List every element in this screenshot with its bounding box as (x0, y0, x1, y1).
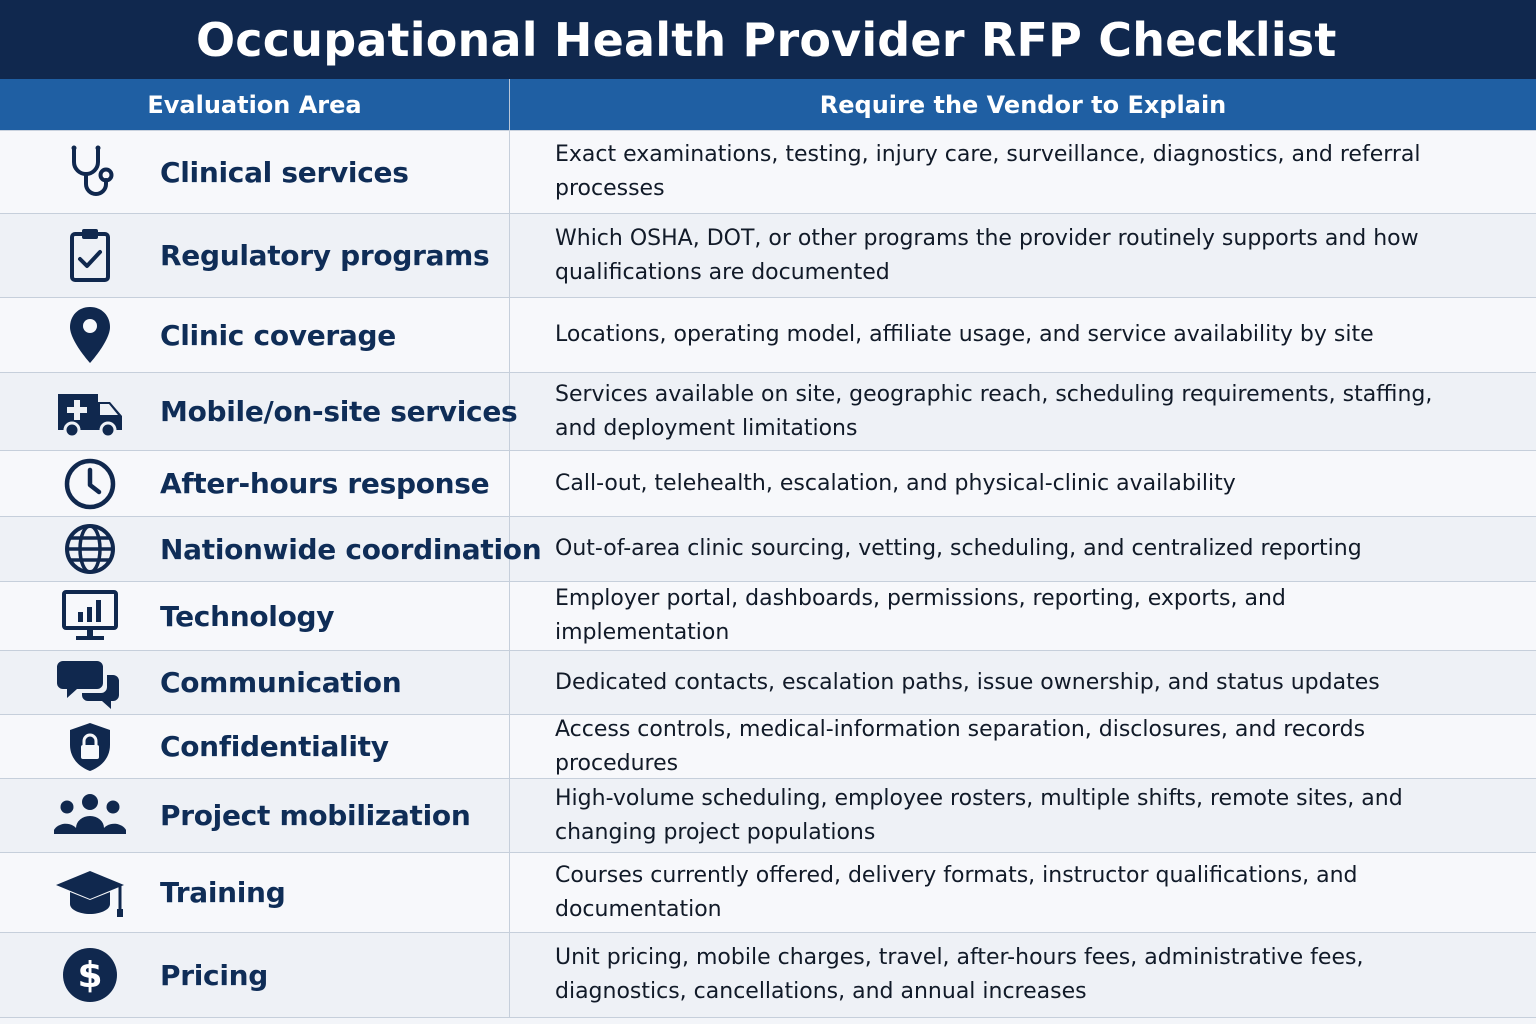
area-cell (0, 651, 510, 714)
area-label: Clinical services (160, 155, 409, 189)
area-cell (0, 298, 510, 372)
area-cell (0, 779, 510, 852)
chat-bubbles-icon (50, 651, 130, 715)
explain-cell: Unit pricing, mobile charges, travel, after-hours fees, administrative fees, diagnostics, cancellations, and annual increases (555, 945, 1364, 1004)
explain-cell: Which OSHA, DOT, or other programs the provider routinely supports and how qualifications are documented (555, 225, 1419, 285)
area-cell (0, 517, 542, 581)
header-evaluation-area: Evaluation Area (0, 79, 510, 130)
explain-cell: Exact examinations, testing, injury care, surveillance, diagnostics, and referral processes (555, 142, 1421, 201)
area-cell (0, 214, 510, 297)
monitor-chart-icon (50, 584, 130, 648)
explain-cell: Locations, operating model, affiliate usage, and service availability by site (555, 322, 1374, 347)
area-label: Communication (160, 666, 402, 699)
area-label: Mobile/on-site services (160, 395, 518, 428)
people-group-icon (50, 784, 130, 848)
area-label: Technology (160, 599, 335, 633)
table-row (0, 373, 1536, 451)
table-row (0, 131, 1536, 214)
explain-cell: Services available on site, geographic reach, scheduling requirements, staffing, and deployment limitations (555, 381, 1433, 441)
table-row (0, 933, 1536, 1018)
area-label: Clinic coverage (160, 318, 396, 352)
map-pin-icon (50, 303, 130, 367)
area-label: Nationwide coordination (160, 532, 542, 566)
explain-cell: Employer portal, dashboards, permissions, reporting, exports, and implementation (555, 586, 1286, 645)
explain-cell: Call-out, telehealth, escalation, and physical-clinic availability (555, 470, 1236, 496)
area-label: Confidentiality (160, 730, 389, 763)
table-header (0, 79, 1536, 131)
table-row (0, 853, 1536, 933)
table-row (0, 651, 1536, 715)
explain-cell: Courses currently offered, delivery formats, instructor qualifications, and documentation (555, 862, 1358, 922)
dollar-circle-icon (50, 943, 130, 1007)
table-row (0, 298, 1536, 373)
area-cell (0, 373, 518, 450)
checklist-table (0, 131, 1536, 1018)
shield-lock-icon (50, 715, 130, 779)
table-row (0, 715, 1536, 779)
header-require-vendor: Require the Vendor to Explain (819, 90, 1227, 119)
table-row (0, 214, 1536, 298)
area-cell (0, 853, 510, 932)
explain-cell: Out-of-area clinic sourcing, vetting, scheduling, and centralized reporting (555, 536, 1362, 561)
table-row (0, 582, 1536, 651)
area-cell (0, 451, 510, 516)
table-row (0, 779, 1536, 853)
ambulance-icon (50, 380, 130, 444)
area-label: Pricing (160, 958, 268, 992)
graduation-cap-icon (50, 861, 130, 925)
area-cell (0, 933, 510, 1017)
clock-icon (50, 452, 130, 516)
clipboard-check-icon (50, 224, 130, 288)
explain-cell: Dedicated contacts, escalation paths, issue ownership, and status updates (555, 669, 1380, 695)
area-cell (0, 131, 510, 213)
area-cell (0, 715, 510, 778)
area-cell (0, 582, 510, 650)
table-row (0, 517, 1536, 582)
globe-icon (50, 517, 130, 581)
area-label: After-hours response (160, 467, 490, 500)
page-title: Occupational Health Provider RFP Checklist (196, 12, 1337, 67)
title-bar (0, 0, 1536, 79)
stethoscope-icon (50, 140, 130, 204)
svg-text:$: $ (77, 955, 103, 996)
explain-cell: High-volume scheduling, employee rosters, multiple shifts, remote sites, and changing project populations (555, 785, 1403, 845)
table-row (0, 451, 1536, 517)
area-label: Regulatory programs (160, 239, 490, 272)
explain-cell: Access controls, medical-information separation, disclosures, and records procedures (555, 716, 1366, 776)
area-label: Training (160, 876, 286, 909)
area-label: Project mobilization (160, 799, 471, 832)
